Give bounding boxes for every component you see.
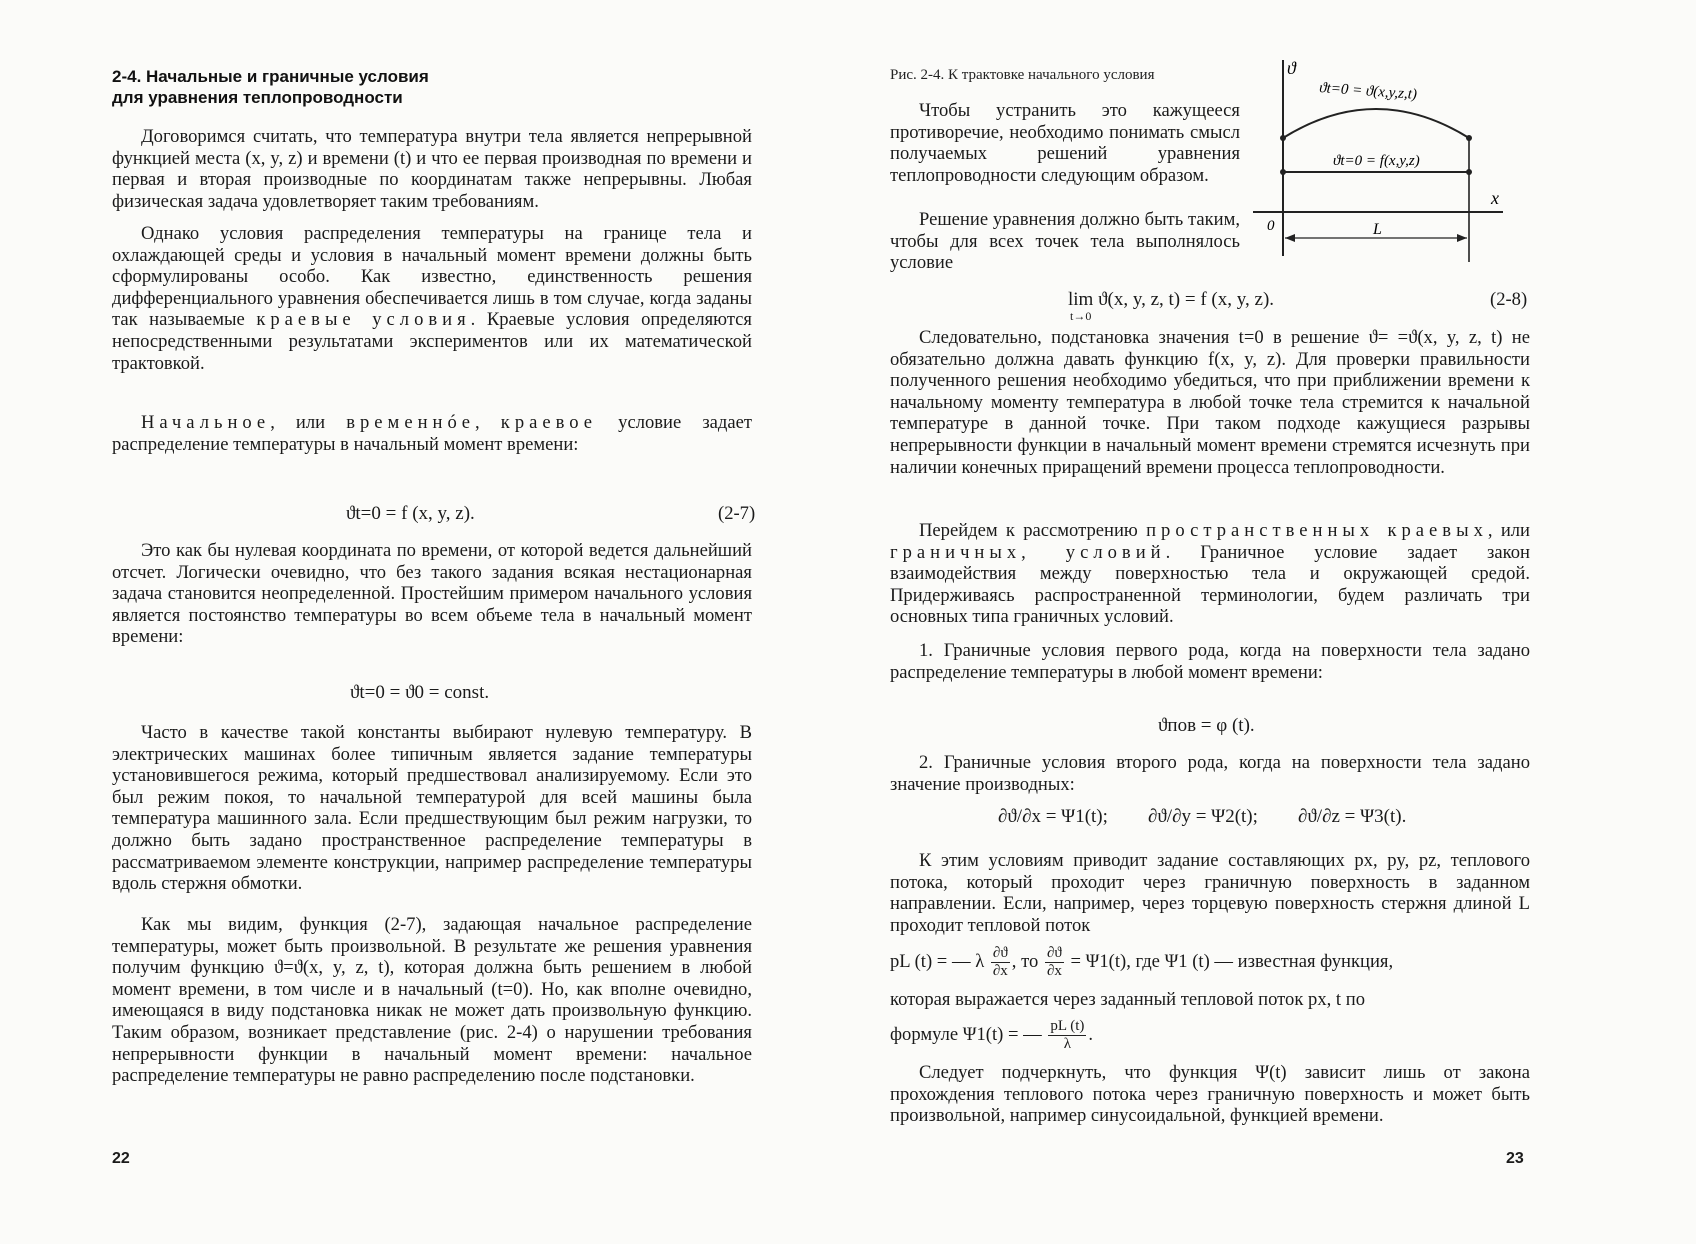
paragraph-r3: Следовательно, подстановка значения t=0 в решение ϑ= =ϑ(x, y, z, t) не обязательно должна давать функцию f(x, y, z). Для проверки правильности полученного решения необходимо убедиться, что при приближении времени к начальному моменту температура в любой точке тела стремится к начальной температуре в данной точке. При таком подходе кажущиеся разрывы непрерывности функции в начальный момент времени стремятся исчезнуть при наличии конечных приращений времени процесса теплопроводности.	[890, 327, 1530, 478]
equation-constant: ϑt=0 = ϑ0 = const.	[350, 682, 490, 703]
connector-text: , то	[1011, 950, 1039, 972]
fraction-denominator: λ	[1063, 1036, 1072, 1052]
length-label: L	[1373, 221, 1382, 238]
paragraph-2-start: Однако условия распределения температуры на границе тела и охлаждающей среды и условия в начальный момент времени должны быть сформулированы особо. Как известно, единственность решения дифференциального уравнения обеспечивается лишь в том случае, когда заданы так называемые	[112, 223, 752, 331]
equation-second-kind-x: ∂ϑ/∂x = Ψ1(t);	[998, 806, 1108, 827]
paragraph-2	[112, 223, 752, 374]
paragraph-r7-line-3: которая выражается через заданный тепловой поток px, t по	[890, 989, 1365, 1010]
line-start-point	[1280, 169, 1286, 175]
paragraph-r8: Следует подчеркнуть, что функция Ψ(t) зависит лишь от закона прохождения теплового потока через граничную поверхность и может быть произвольной, например синусоидальной, функцией времени.	[890, 1062, 1530, 1127]
figure-caption: Рис. 2-4. К трактовке начального условия	[890, 67, 1155, 83]
section-heading	[112, 66, 712, 108]
right-page	[848, 0, 1696, 1244]
origin-label: 0	[1267, 218, 1275, 234]
paragraph-3-end: условие задает распределение температуры в начальный момент времени:	[112, 412, 753, 455]
heading-line-1: 2-4. Начальные и граничные условия	[112, 67, 429, 86]
paragraph-6: Как мы видим, функция (2-7), задающая начальное распределение температуры, может быть произвольной. В результате же решения уравнения получим функцию ϑ=ϑ(x, y, z, t), которая должна быть решением в любой момент времени, в том числе и в начальный (t=0). Но, как вполне очевидно, имеющаяся в виду подстановка никак не может дать произвольную функцию. Таким образом, возникает представление (рис. 2-4) о нарушении требования непрерывности функции в начальный момент времени: начальное распределение температуры не равно распределению после подстановки.	[112, 914, 752, 1087]
equation-2-7: ϑt=0 = f (x, y, z).	[346, 503, 475, 524]
term-boundary: краевое	[500, 412, 598, 433]
fraction-dtheta-dx-2: $\frac{\partial ϑ}{\partial x}$	[1046, 945, 1062, 979]
paragraph-r7-line-2	[890, 945, 1393, 980]
paragraph-r1: Чтобы устранить это кажущееся противоречие, необходимо понимать смысл получаемых решений уравнения теплопроводности следующим образом.	[890, 100, 1240, 186]
term-temporal: временнóе	[346, 412, 476, 433]
psi-expression: = Ψ1(t), где Ψ1 (t) — известная функция,	[1070, 950, 1394, 972]
paragraph-r5: 1. Граничные условия первого рода, когда на поверхности тела задано распределение температуры в любой момент времени:	[890, 640, 1530, 683]
paragraph-3	[112, 412, 752, 455]
paragraph-r4-mid: , или	[1487, 520, 1530, 541]
formula-prefix: формуле Ψ1(t) = —	[890, 1023, 1042, 1045]
curve-start-point	[1280, 135, 1286, 141]
page-number-right: 23	[1506, 1150, 1524, 1167]
term-spatial: пространственных краевых	[1146, 520, 1488, 541]
equation-second-kind-y: ∂ϑ/∂y = Ψ2(t);	[1148, 806, 1258, 827]
dimension-arrow-right	[1457, 234, 1467, 242]
paragraph-r7: К этим условиям приводит задание составляющих px, py, pz, теплового потока, который проходит через граничную поверхность в заданном направлении. Если, например, через торцевую поверхность стержня длиной L проходит тепловой поток	[890, 850, 1530, 936]
equation-2-7-number: (2-7)	[718, 503, 756, 524]
equation-2-8-limit: t→0	[1070, 309, 1092, 323]
term-boundary-conditions: граничных, условий	[890, 541, 1166, 563]
curve-end-point	[1466, 135, 1472, 141]
dimension-arrow-left	[1285, 234, 1295, 242]
upper-curve-label: ϑt=0 = ϑ(x,y,z,t)	[1318, 80, 1418, 103]
equation-first-kind: ϑпов = φ (t).	[1158, 715, 1255, 736]
y-axis-label: ϑ	[1287, 58, 1296, 78]
paragraph-r7-line-4: формуле Ψ1(t) = — $\frac{pL (t)}{\lambda}$ .	[890, 1018, 1094, 1052]
paragraph-r4	[890, 520, 1530, 628]
equation-2-8: lim ϑ(x, y, z, t) = f (x, y, z).	[1068, 289, 1275, 310]
paragraph-r6: 2. Граничные условия второго рода, когда на поверхности тела задано значение производных:	[890, 752, 1530, 795]
heading-line-2: для уравнения теплопроводности	[112, 88, 403, 107]
term-initial: Начальное	[141, 412, 271, 433]
equation-second-kind-z: ∂ϑ/∂z = Ψ3(t).	[1298, 806, 1407, 827]
paragraph-4: Это как бы нулевая координата по времени, от которой ведется дальнейший отсчет. Логически очевидно, что без такого задания всякая нестационарная задача становится неопределенной. Простейшим примером начального условия является постоянство температуры во всем объеме тела в начальный момент времени:	[112, 540, 752, 648]
paragraph-r2: Решение уравнения должно быть таким, чтобы для всех точек тела выполнялось условие	[890, 209, 1240, 274]
paragraph-5: Часто в качестве такой константы выбирают нулевую температуру. В электрических машинах более типичным является задание температуры установившегося режима, который предшествовал анализируемому. Если это был режим покоя, то начальной температурой для всей машины была температура машинного зала. Если предшествующим был режим нагрузки, то должно быть задано пространственное распределение температуры в рассматриваемом элементе конструкции, например распределение температуры вдоль стержня обмотки.	[112, 722, 752, 895]
fraction-flux-lambda	[1048, 1018, 1086, 1053]
figure-2-4	[1253, 52, 1513, 262]
paragraph-r4-start: Перейдем к рассмотрению	[919, 520, 1138, 541]
term-boundary-conditions: краевые условия	[256, 309, 471, 331]
upper-curve	[1283, 109, 1469, 138]
line-end-point	[1466, 169, 1472, 175]
paragraph-3-mid-2: ,	[475, 412, 480, 433]
paragraph-2-end: . Краевые условия определяются непосредственными результатами экспериментов или их математической трактовкой.	[112, 309, 752, 374]
initial-line-label: ϑt=0 = f(x,y,z)	[1333, 153, 1420, 169]
paragraph-r4-end: . Граничное условие задает закон взаимодействия между поверхностью тела и окружающей средой. Придерживаясь распространенной терминологии, будем различать три основных типа граничных условий.	[890, 541, 1530, 628]
paragraph-1: Договоримся считать, что температура внутри тела является непрерывной функцией места (x, y, z) и времени (t) и что ее первая производная по времени и первая и вторая производные по координатам также непрерывны. Любая физическая задача удовлетворяет таким требованиям.	[112, 126, 752, 212]
paragraph-3-mid-1: , или	[270, 412, 326, 433]
flux-expression: pL (t) = — λ	[890, 950, 985, 972]
page-number-left: 22	[112, 1150, 130, 1167]
fraction-numerator: pL (t)	[1050, 1018, 1085, 1034]
x-axis-label: x	[1491, 188, 1499, 208]
equation-2-8-number: (2-8)	[1490, 289, 1528, 310]
fraction-dtheta-dx: $\frac{\partial ϑ}{\partial x}$	[992, 945, 1008, 979]
